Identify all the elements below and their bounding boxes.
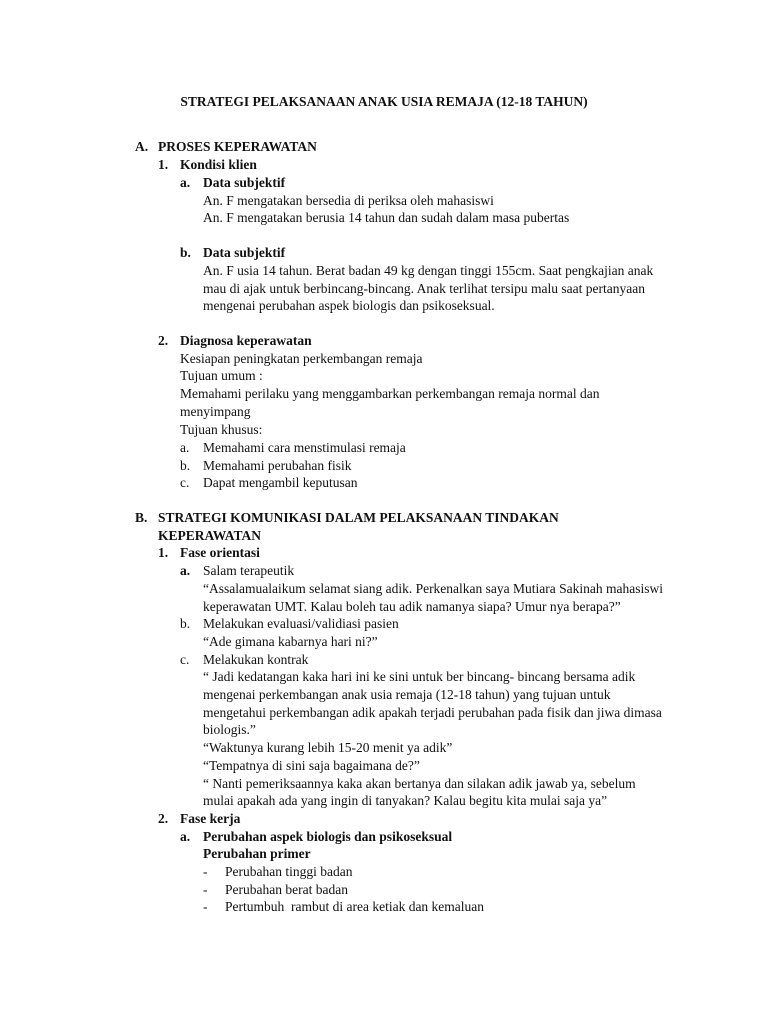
- subitem-a1a-heading: Data subjektif: [203, 175, 286, 190]
- item-a2-num: 2.: [158, 333, 169, 348]
- subitem-b1c-label: Melakukan kontrak: [203, 652, 309, 667]
- item-a1-num: 1.: [158, 157, 169, 172]
- goal-text: Memahami cara menstimulasi remaja: [203, 440, 406, 455]
- subitem-b2a-letter: a.: [180, 829, 191, 844]
- goal-text: Dapat mengambil keputusan: [203, 475, 358, 490]
- item-b2-heading: Fase kerja: [180, 811, 241, 826]
- document-title: STRATEGI PELAKSANAAN ANAK USIA REMAJA (12-18 TAHUN): [180, 94, 588, 109]
- text-line: mau di ajak untuk berbincang-bincang. Anak terlihat tersipu malu saat pertanyaan: [203, 281, 645, 296]
- bullet-text: Perubahan tinggi badan: [225, 864, 353, 879]
- text-line: Tujuan umum :: [180, 368, 263, 383]
- subitem-b1b-label: Melakukan evaluasi/validiasi pasien: [203, 616, 399, 631]
- subitem-a1b-letter: b.: [180, 245, 191, 260]
- section-b-heading: STRATEGI KOMUNIKASI DALAM PELAKSANAAN TINDAKAN: [158, 510, 559, 525]
- subitem-b1a-label: Salam terapeutik: [203, 563, 295, 578]
- text-line: Tujuan khusus:: [180, 422, 263, 437]
- text-line: An. F usia 14 tahun. Berat badan 49 kg dengan tinggi 155cm. Saat pengkajian anak: [203, 263, 654, 278]
- goal-letter: a.: [180, 440, 190, 455]
- subitem-b2a-heading: Perubahan aspek biologis dan psikoseksual: [203, 829, 453, 844]
- text-line: “Tempatnya di sini saja bagaimana de?”: [203, 758, 420, 773]
- text-line: mengenai perkembangan anak usia remaja (12-18 tahun) yang tujuan untuk: [203, 687, 611, 702]
- bullet-dash: -: [203, 899, 208, 914]
- bullet-dash: -: [203, 864, 208, 879]
- text-line: menyimpang: [180, 404, 251, 419]
- text-line: Kesiapan peningkatan perkembangan remaja: [180, 351, 423, 366]
- section-a-heading: PROSES KEPERAWATAN: [158, 139, 317, 154]
- subitem-a1a-letter: a.: [180, 175, 191, 190]
- text-line: biologis.”: [203, 722, 256, 737]
- goal-letter: b.: [180, 458, 191, 473]
- text-line: “Ade gimana kabarnya hari ni?”: [203, 634, 378, 649]
- subitem-b2a-subheading: Perubahan primer: [203, 846, 311, 861]
- subitem-a1b-heading: Data subjektif: [203, 245, 286, 260]
- text-line: “ Jadi kedatangan kaka hari ini ke sini untuk ber bincang- bincang bersama adik: [203, 669, 636, 684]
- text-line: An. F mengatakan berusia 14 tahun dan sudah dalam masa pubertas: [203, 210, 570, 225]
- subitem-b1c-letter: c.: [180, 652, 190, 667]
- text-line: “Assalamualaikum selamat siang adik. Perkenalkan saya Mutiara Sakinah mahasiswi: [203, 581, 663, 596]
- text-line: “ Nanti pemeriksaannya kaka akan bertanya dan silakan adik jawab ya, sebelum: [203, 776, 636, 791]
- subitem-b1a-letter: a.: [180, 563, 191, 578]
- text-line: An. F mengatakan bersedia di periksa oleh mahasiswi: [203, 193, 494, 208]
- goal-text: Memahami perubahan fisik: [203, 458, 352, 473]
- text-line: mulai apakah ada yang ingin di tanyakan? Kalau begitu kita mulai saja ya”: [203, 793, 608, 808]
- text-line: mengenai perubahan aspek biologis dan psikoseksual.: [203, 298, 495, 313]
- bullet-dash: -: [203, 882, 208, 897]
- goal-letter: c.: [180, 475, 190, 490]
- section-b-letter: B.: [135, 510, 148, 525]
- item-b2-num: 2.: [158, 811, 169, 826]
- text-line: keperawatan UMT. Kalau boleh tau adik namanya siapa? Umur nya berapa?”: [203, 599, 621, 614]
- item-a2-heading: Diagnosa keperawatan: [180, 333, 312, 348]
- item-b1-num: 1.: [158, 545, 169, 560]
- subitem-b1b-letter: b.: [180, 616, 191, 631]
- text-line: mengetahui perkembangan adik apakah terjadi perubahan pada fisik dan jiwa dimasa: [203, 705, 662, 720]
- bullet-text: Pertumbuh rambut di area ketiak dan kemaluan: [225, 899, 485, 914]
- text-line: “Waktunya kurang lebih 15-20 menit ya adik”: [203, 740, 453, 755]
- bullet-text: Perubahan berat badan: [225, 882, 348, 897]
- section-b-heading-cont: KEPERAWATAN: [158, 528, 262, 543]
- item-b1-heading: Fase orientasi: [180, 545, 260, 560]
- text-line: Memahami perilaku yang menggambarkan perkembangan remaja normal dan: [180, 386, 600, 401]
- item-a1-heading: Kondisi klien: [180, 157, 257, 172]
- section-a-letter: A.: [135, 139, 149, 154]
